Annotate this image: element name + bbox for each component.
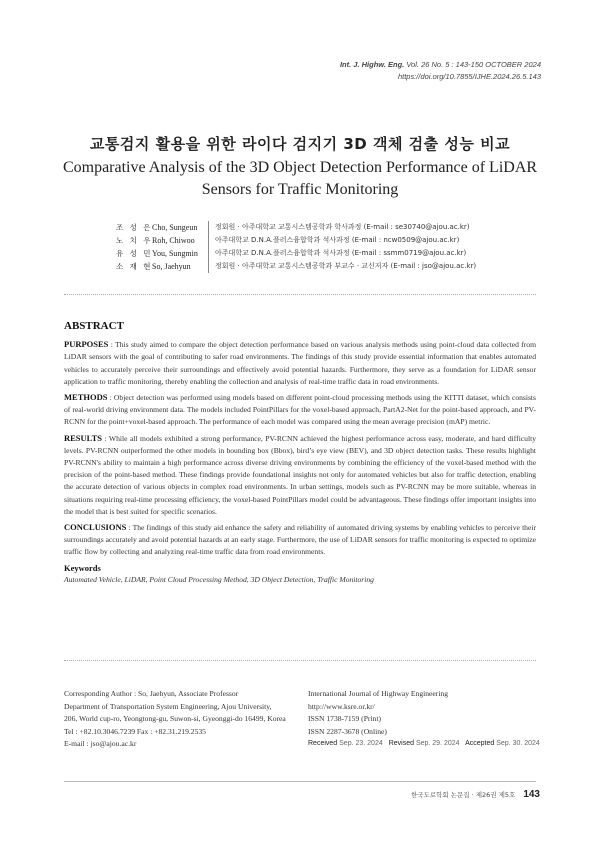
journal-header	[340, 59, 541, 83]
corr-line: Corresponding Author : So, Jaehyun, Associate Professor	[64, 689, 239, 698]
abstract-conclusions	[64, 521, 536, 559]
author-name-en: So, Jaehyun	[152, 262, 191, 271]
journal-info	[308, 688, 544, 751]
doi-link[interactable]: https://doi.org/10.7855/IJHE.2024.26.5.143	[397, 72, 541, 81]
abstract-heading: ABSTRACT	[64, 320, 124, 332]
page-number: 143	[523, 789, 540, 800]
abstract-methods	[64, 391, 536, 429]
corr-line: Department of Transportation System Engineering, Ajou University,	[64, 701, 272, 711]
page-footer	[411, 789, 540, 800]
issn-online: ISSN 2287-3678 (Online)	[308, 726, 387, 736]
journal-citation	[340, 59, 541, 71]
title-korean: 교통검지 활용을 위한 라이다 검지기 3D 객체 검출 성능 비교	[89, 135, 511, 153]
author-name-ko: 유 성 민	[116, 249, 153, 258]
journal-abbr: Int. J. Highw. Eng.	[339, 60, 405, 69]
issn-print: ISSN 1738-7159 (Print)	[308, 714, 381, 724]
abstract-purposes	[64, 338, 536, 388]
journal-url[interactable]: http://www.ksre.or.kr/	[308, 701, 375, 711]
author-row	[116, 234, 476, 247]
corr-email[interactable]: E-mail : jso@ajou.ac.kr	[64, 739, 137, 749]
footer-journal: 한국도로학회 논문집 · 제26권 제5호	[410, 791, 516, 799]
accepted-label: Accepted	[465, 740, 495, 748]
author-name-ko: 조 성 은	[116, 223, 153, 232]
author-name-en: Cho, Sungeun	[152, 223, 198, 232]
purposes-text: : This study aimed to compare the object detection performance based on various analysis methods using point-cloud data collected from LiDAR sensors with the goal of contributing to safer road environments. The findings of this study provide essential information that enables automated vehicles to accurately perceive their surroundings and effectively avoid potential hazards. Furthermore, they serve as a foundation for LiDAR sensor application to traffic monitoring, thereby enabling the collection and analysis of real-time traffic data in road environments.	[64, 340, 536, 386]
corr-line: 206, World cup-ro, Yeongtong-gu, Suwon-si, Gyeonggi-do 16499, Korea	[64, 714, 286, 724]
accepted-date: Sep. 30. 2024	[496, 740, 540, 748]
abstract-section	[64, 320, 536, 586]
conclusions-text: : The findings of this study aid enhance the safety and reliability of automated driving systems by enabling vehicles to perceive their surroundings accurately and avoid potential hazards at an early stage. Furthermore, the use of LiDAR sensors for traffic monitoring is expected to optimize traffic flow by collecting and analyzing real-time traffic data from road environments.	[64, 523, 536, 557]
author-row	[116, 221, 476, 234]
results-text: : While all models exhibited a strong performance, PV-RCNN achieved the highest performance across easy, moderate, and hard difficulty levels. PV-RCNN outperformed the other models in bounding box (Bbox), bird’s eye view (BEV), and 3D object detection tasks. These results highlight PV-RCNN's ability to maintain a high performance across diverse driving environments by combining the efficiency of the voxel-based method with the precision of the point-based method. These findings provide foundational insights not only for automated vehicles but also for traffic detection, enabling the accurate detection of various objects in complex road environments. In urban settings, models such as PV-RCNN may be more suitable, whereas in situations requiring real-time processing efficiency, the voxel-based PointPillars model could be advantageous. These findings offer important insights into the model that is best suited for specific scenarios.	[64, 433, 536, 516]
journal-name: International Journal of Highway Engineering	[308, 689, 449, 698]
author-row	[116, 247, 476, 260]
history-dates	[308, 738, 544, 751]
divider	[64, 294, 536, 295]
abstract-results	[64, 432, 536, 518]
received-label: Received	[308, 740, 338, 748]
author-name-en: Roh, Chiwoo	[152, 236, 195, 245]
corresponding-author	[64, 688, 286, 751]
author-name-en: You, Sungmin	[152, 249, 198, 258]
author-affiliation: 아주대학교 D.N.A.플러스융합학과 석사과정 (E-mail : ncw0509@ajou.ac.kr)	[208, 234, 459, 247]
revised-label: Revised	[388, 740, 414, 748]
purposes-label: PURPOSES	[64, 339, 109, 350]
author-affiliation: 정회원 · 아주대학교 교통시스템공학과 부교수 · 교신저자 (E-mail : jso@ajou.ac.kr)	[208, 260, 476, 273]
corr-line: Tel : +82.10.3046.7239 Fax : +82.31.219.2535	[64, 726, 206, 736]
keywords-label: Keywords	[64, 562, 101, 573]
revised-date: Sep. 29. 2024	[415, 740, 460, 748]
methods-label: METHODS	[64, 392, 108, 403]
author-list	[116, 221, 476, 273]
title-english: Comparative Analysis of the 3D Object Detection Performance of LiDAR Sensors for Traffic Monitoring	[62, 159, 538, 198]
journal-volume: Vol. 26 No. 5 : 143-150 OCTOBER 2024	[404, 60, 541, 69]
received-date: Sep. 23. 2024	[339, 740, 383, 748]
divider	[64, 660, 536, 661]
results-label: RESULTS	[64, 432, 102, 443]
author-affiliation: 아주대학교 D.N.A.플러스융합학과 석사과정 (E-mail : ssmm0719@ajou.ac.kr)	[208, 247, 466, 260]
methods-text: : Object detection was performed using models based on different point-cloud processing methods using the KITTI dataset, which consists of real-world driving environment data. The models included PointPillars for the voxel-based approach, PartA2-Net for the point-based approach, and PV-RCNN for the point+voxel-based approach. The performance of each model was compared using the mean average precision (mAP) metric.	[64, 393, 536, 427]
author-name-ko: 노 치 우	[116, 236, 153, 245]
footer-divider	[64, 781, 536, 782]
author-affiliation: 정회원 · 아주대학교 교통시스템공학과 학사과정 (E-mail : se30740@ajou.ac.kr)	[208, 221, 470, 234]
author-name-ko: 소 재 현	[116, 262, 153, 271]
author-row	[116, 260, 476, 273]
keywords-text: Automated Vehicle, LiDAR, Point Cloud Processing Method, 3D Object Detection, Traffic Monitoring	[64, 574, 374, 584]
conclusions-label: CONCLUSIONS	[64, 522, 127, 533]
